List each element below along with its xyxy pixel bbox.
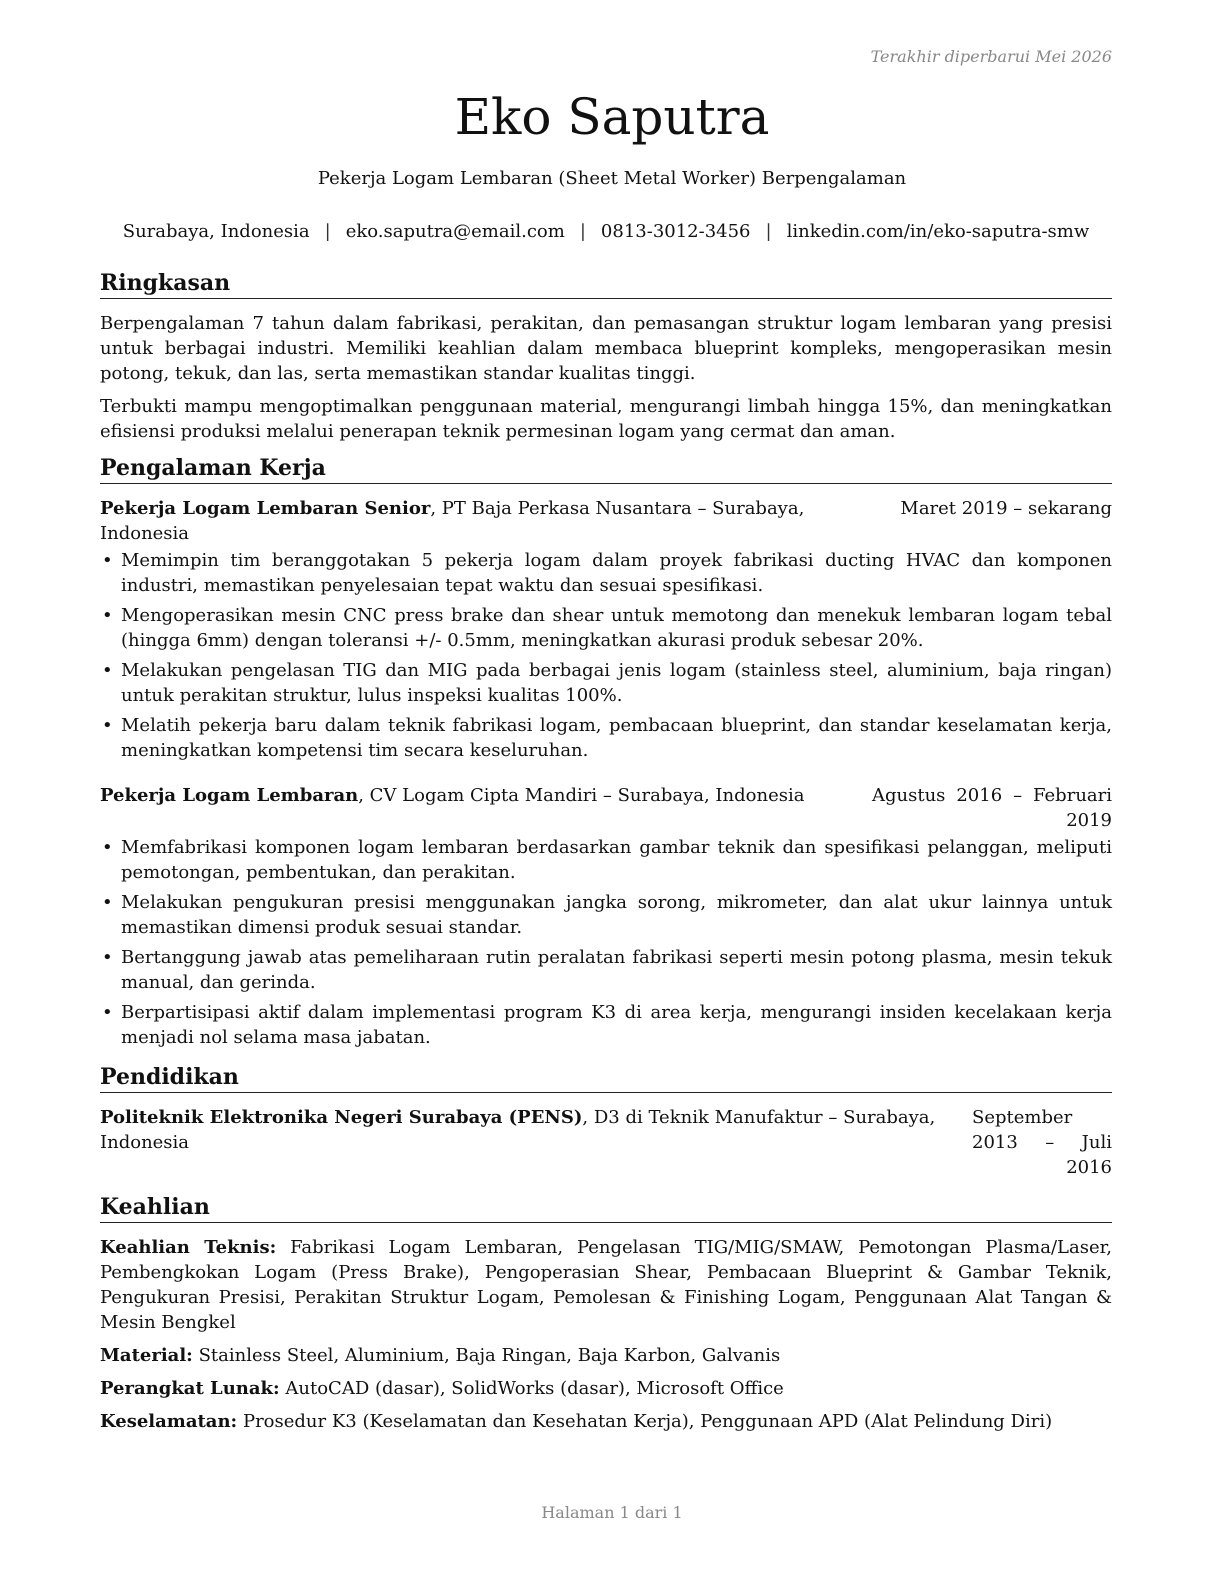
resume-subtitle: Pekerja Logam Lembaran (Sheet Metal Worker) Berpengalaman xyxy=(317,168,907,189)
job-dates: Maret 2019 – sekarang xyxy=(900,498,1112,519)
job-bullet: • Berpartisipasi aktif dalam implementasi program K3 di area kerja, mengurangi insiden kecelakaan kerja menjadi nol selama masa jabatan. xyxy=(100,1000,1112,1050)
resume-name: Eko Saputra xyxy=(454,88,770,146)
summary-section xyxy=(100,268,1112,444)
skill-row xyxy=(100,1343,1112,1368)
skill-value: AutoCAD (dasar), SolidWorks (dasar), Microsoft Office xyxy=(285,1378,784,1399)
job-bullet: • Memimpin tim beranggotakan 5 pekerja logam dalam proyek fabrikasi ducting HVAC dan komponen industri, memastikan penyelesaian tepat waktu dan sesuai spesifikasi. xyxy=(100,548,1112,598)
education-detail: , D3 di Teknik Manufaktur – Surabaya, Indonesia xyxy=(100,1107,936,1153)
skill-value: Prosedur K3 (Keselamatan dan Kesehatan Kerja), Penggunaan APD (Alat Pelindung Diri) xyxy=(242,1411,1053,1432)
contact-phone: 0813-3012-3456 xyxy=(600,221,751,242)
resume-body xyxy=(100,268,1112,1443)
section-title-summary: Ringkasan xyxy=(100,268,1112,299)
page-number: Halaman 1 dari 1 xyxy=(541,1503,683,1522)
contact-separator: | xyxy=(579,221,586,242)
skills-section xyxy=(100,1192,1112,1434)
job-header xyxy=(100,496,1112,546)
skill-label: Material: xyxy=(100,1345,193,1366)
education-school: Politeknik Elektronika Negeri Surabaya (PENS) xyxy=(100,1107,583,1128)
job-company: , PT Baja Perkasa Nusantara – Surabaya, Indonesia xyxy=(100,498,805,544)
skill-row xyxy=(100,1409,1112,1434)
job-title-line xyxy=(100,783,872,808)
job-bullet: • Melatih pekerja baru dalam teknik fabrikasi logam, pembacaan blueprint, dan standar keselamatan kerja, meningkatkan kompetensi tim secara keseluruhan. xyxy=(100,713,1112,763)
section-title-skills: Keahlian xyxy=(100,1192,1112,1223)
job-title-line xyxy=(100,496,900,546)
contact-line xyxy=(100,219,1112,244)
section-title-experience: Pengalaman Kerja xyxy=(100,453,1112,484)
job-role: Pekerja Logam Lembaran xyxy=(100,785,359,806)
education-title-line xyxy=(100,1105,972,1180)
contact-location: Surabaya, Indonesia xyxy=(122,221,310,242)
skill-label: Keahlian Teknis: xyxy=(100,1237,277,1258)
skill-label: Keselamatan: xyxy=(100,1411,238,1432)
job-bullets xyxy=(100,548,1112,763)
job-company: , CV Logam Cipta Mandiri – Surabaya, Indonesia xyxy=(358,785,805,806)
experience-section xyxy=(100,453,1112,1050)
contact-separator: | xyxy=(324,221,331,242)
contact-email[interactable]: eko.saputra@email.com xyxy=(345,221,565,242)
job-bullet: • Memfabrikasi komponen logam lembaran berdasarkan gambar teknik dan spesifikasi pelanggan, meliputi pemotongan, pembentukan, dan perakitan. xyxy=(100,835,1112,885)
job-entry xyxy=(100,783,1112,1050)
job-bullet: • Bertanggung jawab atas pemeliharaan rutin peralatan fabrikasi seperti mesin potong plasma, mesin tekuk manual, dan gerinda. xyxy=(100,945,1112,995)
contact-linkedin[interactable]: linkedin.com/in/eko-saputra-smw xyxy=(786,221,1090,242)
job-bullet: • Mengoperasikan mesin CNC press brake dan shear untuk memotong dan menekuk lembaran logam tebal (hingga 6mm) dengan toleransi +/- 0.5mm, meningkatkan akurasi produk sebesar 20%. xyxy=(100,603,1112,653)
summary-paragraph: Terbukti mampu mengoptimalkan penggunaan material, mengurangi limbah hingga 15%, dan meningkatkan efisiensi produksi melalui penerapan teknik permesinan logam yang cermat dan aman. xyxy=(100,396,1112,442)
education-dates: September 2013 – Juli 2016 xyxy=(972,1107,1112,1178)
last-updated-note: Terakhir diperbarui Mei 2026 xyxy=(870,47,1112,66)
section-title-education: Pendidikan xyxy=(100,1062,1112,1093)
job-dates: Agustus 2016 – Februari 2019 xyxy=(872,785,1112,831)
job-header xyxy=(100,783,1112,833)
education-section xyxy=(100,1062,1112,1180)
job-bullet: • Melakukan pengukuran presisi menggunakan jangka sorong, mikrometer, dan alat ukur lainnya untuk memastikan dimensi produk sesuai standar. xyxy=(100,890,1112,940)
skill-value: Fabrikasi Logam Lembaran, Pengelasan TIG/MIG/SMAW, Pemotongan Plasma/Laser, Pembengkokan Logam (Press Brake), Pengoperasian Shear, Pembacaan Blueprint & Gambar Teknik, Pengukuran Presisi, Perakitan Struktur Logam, Pemolesan & Finishing Logam, Penggunaan Alat Tangan & Mesin Bengkel xyxy=(100,1237,1112,1333)
education-entry xyxy=(100,1105,1112,1180)
skill-value: Stainless Steel, Aluminium, Baja Ringan, Baja Karbon, Galvanis xyxy=(198,1345,781,1366)
contact-separator: | xyxy=(765,221,772,242)
job-entry xyxy=(100,496,1112,763)
job-bullets xyxy=(100,835,1112,1050)
skill-label: Perangkat Lunak: xyxy=(100,1378,280,1399)
skill-row xyxy=(100,1376,1112,1401)
job-role: Pekerja Logam Lembaran Senior xyxy=(100,498,431,519)
job-bullet: • Melakukan pengelasan TIG dan MIG pada berbagai jenis logam (stainless steel, aluminium, baja ringan) untuk perakitan struktur, lulus inspeksi kualitas 100%. xyxy=(100,658,1112,708)
skill-row xyxy=(100,1235,1112,1335)
summary-paragraph: Berpengalaman 7 tahun dalam fabrikasi, perakitan, dan pemasangan struktur logam lembaran yang presisi untuk berbagai industri. Memiliki keahlian dalam membaca blueprint kompleks, mengoperasikan mesin potong, tekuk, dan las, serta memastikan standar kualitas tinggi. xyxy=(100,313,1112,384)
